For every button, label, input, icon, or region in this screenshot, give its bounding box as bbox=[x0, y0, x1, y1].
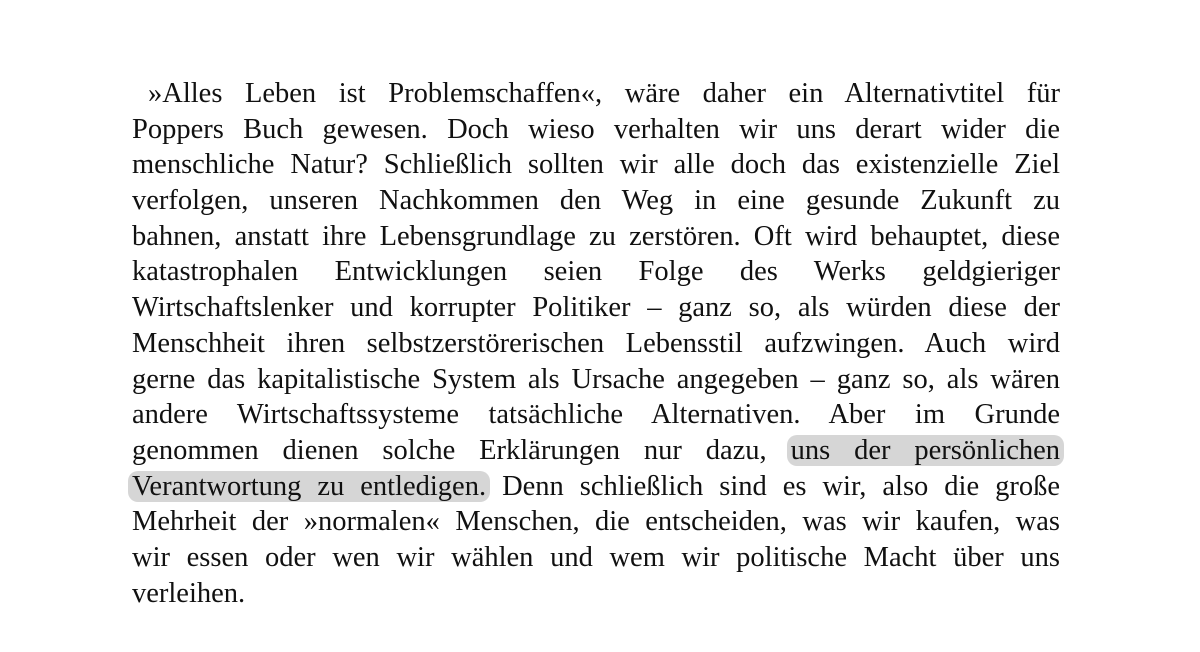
text-line-1: »Alles Leben ist Problemschaffen«, wäre daher ein Alternativtitel für bbox=[148, 78, 1060, 109]
text-line-10: andere Wirtschaftssysteme tatsächliche Alternativen. Aber im Grunde bbox=[132, 399, 1060, 431]
text-highlight-1[interactable]: uns der persönlichen bbox=[787, 435, 1064, 466]
text-line-3: menschliche Natur? Schließlich sollten wir alle doch das existenzielle Ziel bbox=[132, 149, 1060, 181]
text-line-15: verleihen. bbox=[132, 577, 246, 609]
text-line-5: bahnen, anstatt ihre Lebensgrundlage zu zerstören. Oft wird behauptet, diese bbox=[132, 220, 1060, 252]
text-highlight-2[interactable]: Verantwortung zu entledigen. bbox=[128, 471, 490, 502]
text-line-8: Menschheit ihren selbstzerstörerischen Lebensstil aufzwingen. Auch wird bbox=[132, 327, 1060, 359]
text-line-12 bbox=[132, 469, 1060, 505]
text-line-14: wir essen oder wen wir wählen und wem wir politische Macht über uns bbox=[132, 541, 1060, 573]
text-line-13: Mehrheit der »normalen« Menschen, die entscheiden, was wir kaufen, was bbox=[132, 506, 1060, 538]
document-page bbox=[132, 76, 1060, 611]
text-line-11 bbox=[132, 433, 1060, 469]
text-line-12-plain: Denn schließlich sind es wir, also die große bbox=[502, 470, 1060, 502]
text-line-6: katastrophalen Entwicklungen seien Folge des Werks geldgieriger bbox=[132, 256, 1060, 288]
text-line-4: verfolgen, unseren Nachkommen den Weg in eine gesunde Zukunft zu bbox=[132, 185, 1060, 217]
text-line-11-plain: genommen dienen solche Erklärungen nur dazu, bbox=[132, 434, 767, 466]
text-line-2: Poppers Buch gewesen. Doch wieso verhalten wir uns derart wider die bbox=[132, 113, 1060, 145]
text-line-9: gerne das kapitalistische System als Ursache angegeben – ganz so, als wären bbox=[132, 363, 1060, 395]
text-line-7: Wirtschaftslenker und korrupter Politiker – ganz so, als würden diese der bbox=[132, 292, 1060, 324]
body-paragraph bbox=[132, 76, 1060, 611]
